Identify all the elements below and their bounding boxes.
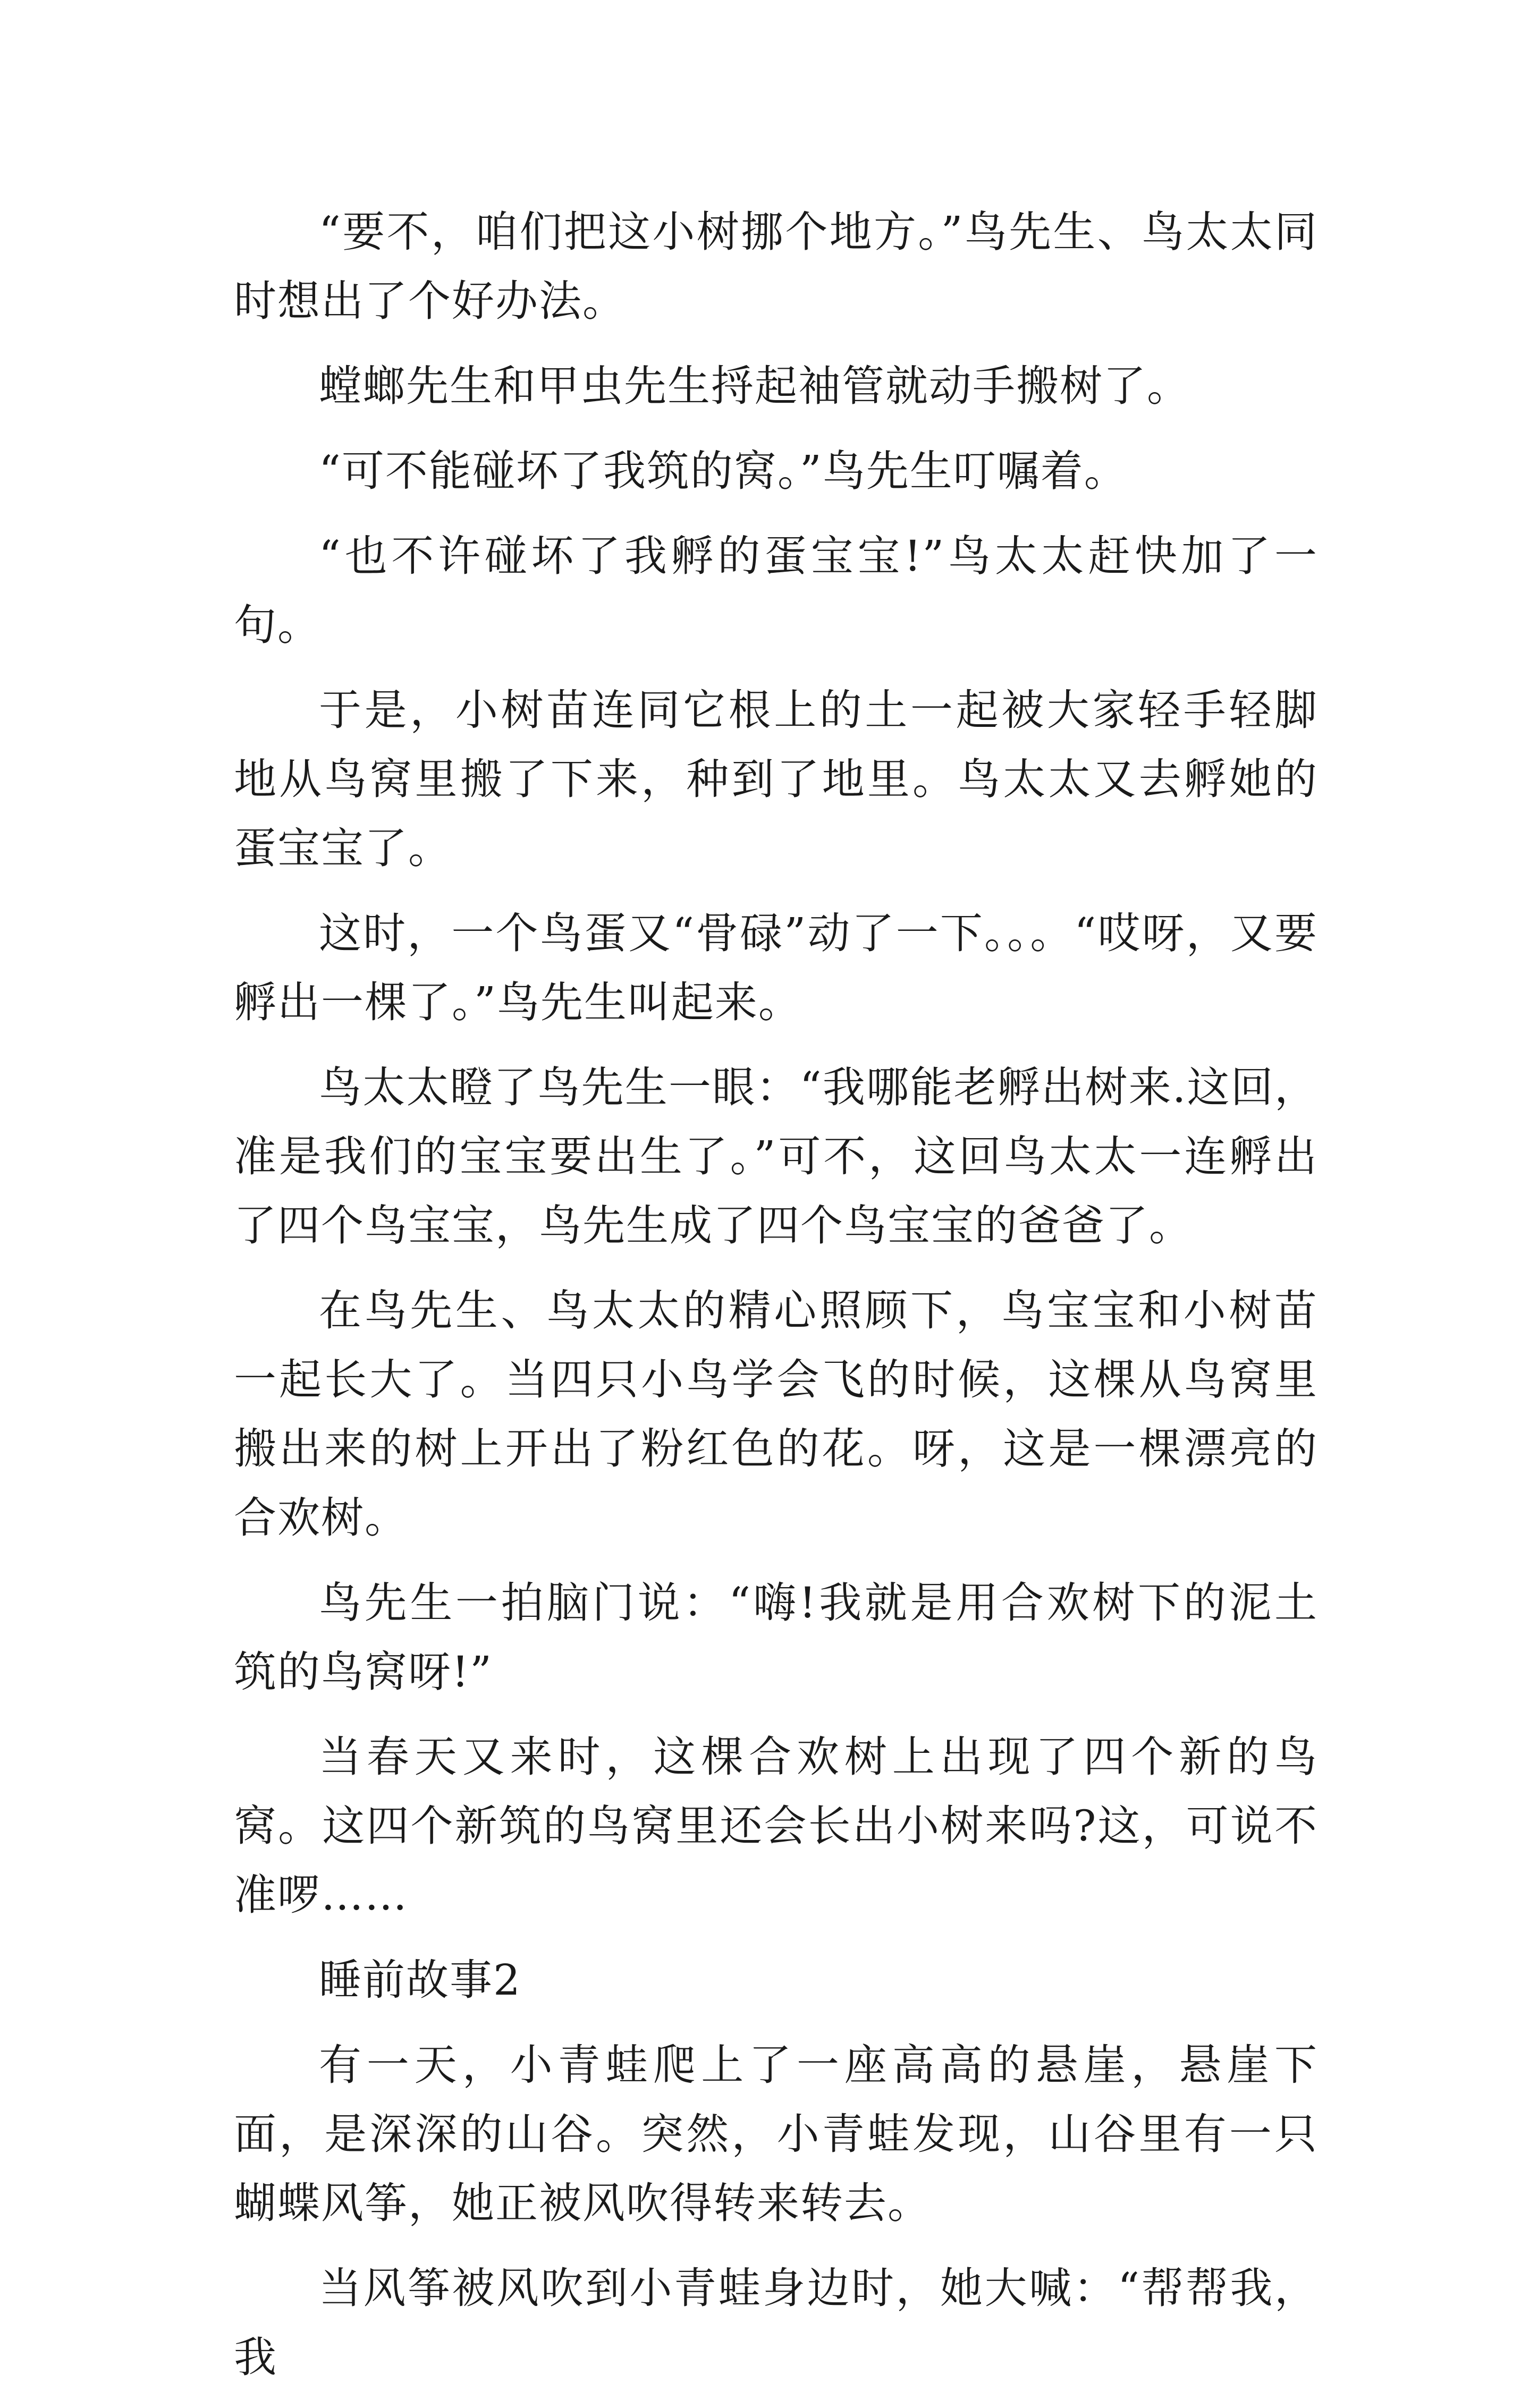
paragraph-9: 鸟先生一拍脑门说：“嗨!我就是用合欢树下的泥土筑的鸟窝呀!” — [234, 1578, 1318, 1697]
paragraph-5: 于是，小树苗连同它根上的土一起被大家轻手轻脚地从鸟窝里搬了下来，种到了地里。鸟太太又去孵她的蛋宝宝了。 — [234, 685, 1318, 873]
paragraph-4: “也不许碰坏了我孵的蛋宝宝!”鸟太太赶快加了一句。 — [234, 531, 1318, 650]
paragraph-3: “可不能碰坏了我筑的窝。”鸟先生叮嘱着。 — [319, 446, 1128, 496]
paragraph-2: 螳螂先生和甲虫先生捋起袖管就动手搬树了。 — [319, 361, 1190, 411]
paragraph-12: 当风筝被风吹到小青蛙身边时，她大喊：“帮帮我，我 — [234, 2263, 1318, 2382]
paragraph-8: 在鸟先生、鸟太太的精心照顾下，鸟宝宝和小树苗一起长大了。当四只小鸟学会飞的时候，这棵从鸟窝里搬出来的树上开出了粉红色的花。呀，这是一棵漂亮的合欢树。 — [234, 1286, 1318, 1542]
section-heading: 睡前故事2 — [319, 1955, 521, 2005]
document-page — [234, 198, 1318, 2408]
paragraph-1: “要不，咱们把这小树挪个地方。”鸟先生、鸟太太同时想出了个好办法。 — [234, 207, 1318, 326]
paragraph-10: 当春天又来时，这棵合欢树上出现了四个新的鸟窝。这四个新筑的鸟窝里还会长出小树来吗?这，可说不准啰…… — [234, 1732, 1318, 1920]
paragraph-11: 有一天，小青蛙爬上了一座高高的悬崖，悬崖下面，是深深的山谷。突然，小青蛙发现，山谷里有一只蝴蝶风筝，她正被风吹得转来转去。 — [234, 2040, 1318, 2228]
paragraph-7: 鸟太太瞪了鸟先生一眼：“我哪能老孵出树来.这回，准是我们的宝宝要出生了。”可不，这回鸟太太一连孵出了四个鸟宝宝，鸟先生成了四个鸟宝宝的爸爸了。 — [234, 1063, 1318, 1250]
paragraph-6: 这时，一个鸟蛋又“骨碌”动了一下。。。“哎呀，又要孵出一棵了。”鸟先生叫起来。 — [234, 909, 1318, 1027]
